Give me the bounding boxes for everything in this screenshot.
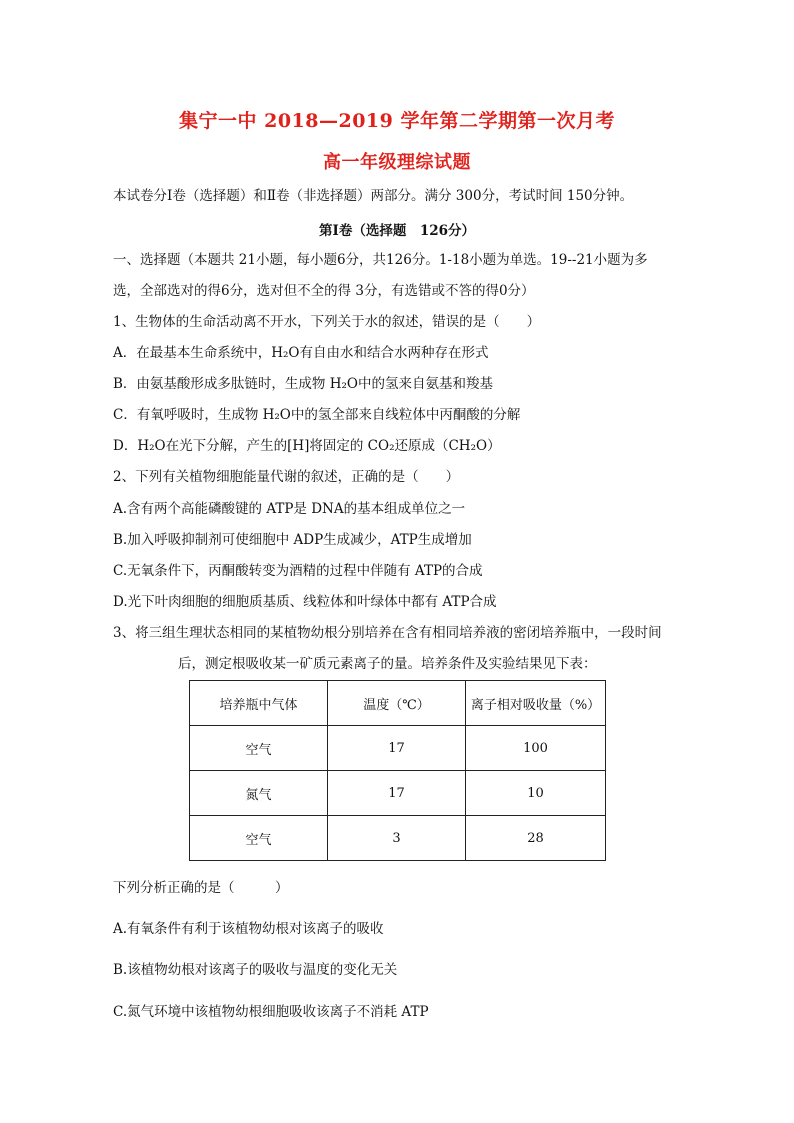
table-cell: 28: [466, 816, 606, 861]
q3-option-c: C.氮气环境中该植物幼根细胞吸收该离子不消耗 ATP: [113, 1004, 429, 1020]
table-cell: 17: [328, 726, 466, 771]
intro-text: 本试卷分Ⅰ卷（选择题）和Ⅱ卷（非选择题）两部分。满分 300分，考试时间 150分钟。: [113, 188, 634, 204]
table-cell: 100: [466, 726, 606, 771]
culture-results-table: [189, 680, 606, 861]
table-row: [190, 816, 606, 861]
q3-option-b: B.该植物幼根对该离子的吸收与温度的变化无关: [113, 962, 398, 978]
exam-title: 集宁一中 2018—2019 学年第二学期第一次月考: [179, 110, 615, 132]
table-cell: 空气: [190, 726, 328, 771]
q1-option-c: C．有氧呼吸时，生成物 H₂O中的氢全部来自线粒体中丙酮酸的分解: [113, 407, 521, 423]
instructions-line-2: 选，全部选对的得6分，选对但不全的得 3分，有选错或不答的得0分）: [113, 283, 535, 299]
table-header-cell: 温度（℃）: [328, 681, 466, 726]
q1-option-d: D．H₂O在光下分解，产生的[H]将固定的 CO₂还原成（CH₂O）: [113, 438, 501, 454]
table-header-cell: 离子相对吸收量（%）: [466, 681, 606, 726]
q2-option-b: B.加入呼吸抑制剂可使细胞中 ADP生成减少，ATP生成增加: [113, 532, 472, 548]
table-cell: 17: [328, 771, 466, 816]
q1-option-b: B．由氨基酸形成多肽链时，生成物 H₂O中的氢来自氨基和羧基: [113, 376, 493, 392]
q3-option-a: A.有氧条件有利于该植物幼根对该离子的吸收: [113, 921, 384, 937]
table-header-cell: 培养瓶中气体: [190, 681, 328, 726]
q2-option-a: A.含有两个高能磷酸键的 ATP是 DNA的基本组成单位之一: [113, 501, 466, 517]
exam-subtitle: 高一年级理综试题: [323, 152, 471, 173]
q1-option-a: A．在最基本生命系统中，H₂O有自由水和结合水两种存在形式: [113, 345, 489, 361]
q3-stem-line-1: 3、将三组生理状态相同的某植物幼根分别培养在含有相同培养液的密闭培养瓶中，一段时间: [113, 625, 662, 641]
table-cell: 氮气: [190, 771, 328, 816]
table-cell: 空气: [190, 816, 328, 861]
table-row: [190, 726, 606, 771]
table-row: [190, 771, 606, 816]
table-header-row: [190, 681, 606, 726]
table-cell: 3: [328, 816, 466, 861]
q2-stem: 2、下列有关植物细胞能量代谢的叙述，正确的是（ ）: [113, 469, 460, 485]
section-title: 第Ⅰ卷（选择题 126分）: [319, 223, 475, 239]
q3-stem-line-2: 后，测定根吸收某一矿质元素离子的量。培养条件及实验结果见下表：: [178, 656, 597, 672]
instructions-line-1: 一、选择题（本题共 21小题，每小题6分，共126分。1-18小题为单选。19--21小题为多: [113, 252, 648, 268]
q1-stem: 1、生物体的生命活动离不开水，下列关于水的叙述，错误的是（ ）: [113, 314, 541, 330]
q2-option-d: D.光下叶肉细胞的细胞质基质、线粒体和叶绿体中都有 ATP合成: [113, 594, 497, 610]
q3-question: 下列分析正确的是（ ）: [113, 880, 289, 896]
q2-option-c: C.无氧条件下，丙酮酸转变为酒精的过程中伴随有 ATP的合成: [113, 563, 483, 579]
table-cell: 10: [466, 771, 606, 816]
